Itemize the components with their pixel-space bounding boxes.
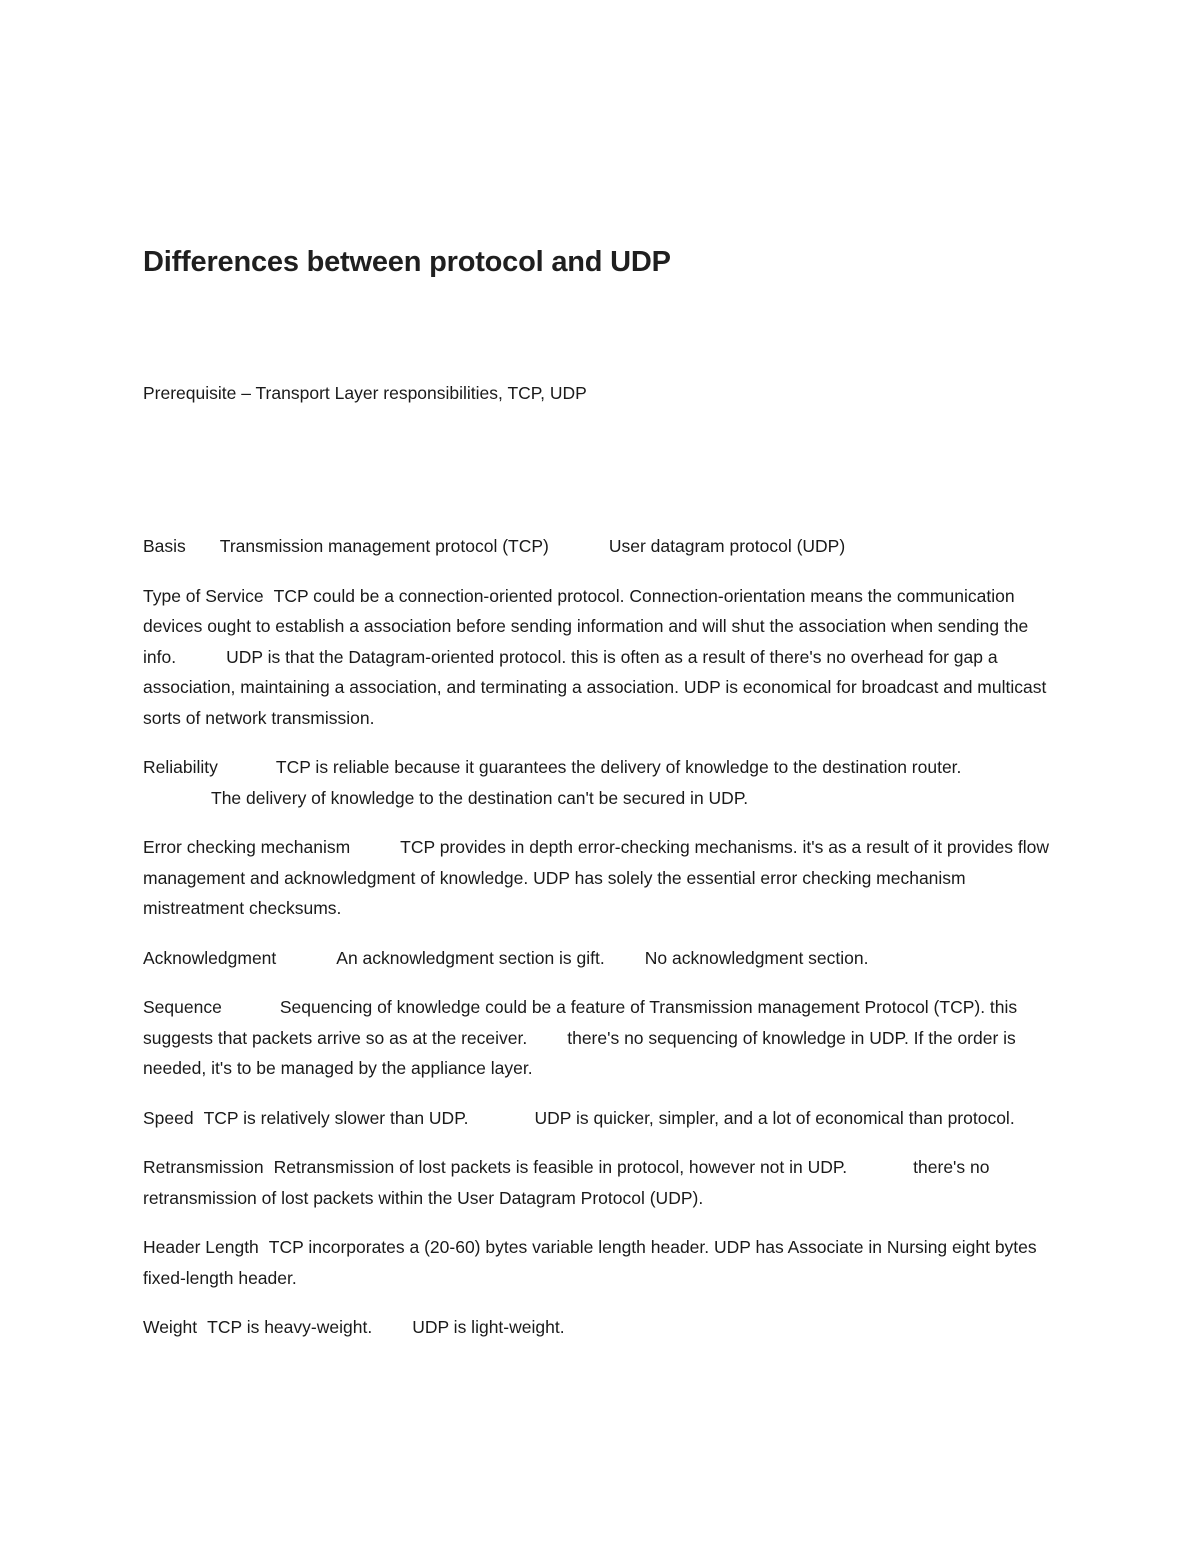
row-reliability [143,752,1063,813]
row-udp-text: UDP is that the Datagram-oriented protocol. this is often as a result of there's no overhead for gap a association, maintaining a association, and terminating a association. UDP is economical for broadcast and multicast sorts of network transmission. [143,646,1052,728]
row-tcp-text: Transmission management protocol (TCP) [219,536,549,556]
row-type-of-service [143,581,1063,734]
row-label: Speed [143,1107,194,1128]
row-udp-text: User datagram protocol (UDP) [608,536,846,556]
row-acknowledgment [143,943,1063,974]
row-tcp-text: TCP incorporates a (20-60) bytes variable length header. [268,1237,710,1257]
row-error-checking [143,832,1063,924]
row-tcp-text: TCP provides in depth error-checking mechanisms. it's as a result of it provides flow management and acknowledgment of knowledge. [143,837,1054,888]
comparison-rows [143,531,1063,1362]
row-udp-text: there's no retransmission of lost packets within the User Datagram Protocol (UDP). [143,1157,995,1208]
row-weight [143,1312,1063,1343]
row-udp-text: No acknowledgment section. [644,947,869,968]
row-label: Sequence [143,997,222,1017]
row-label: Header Length [143,1237,259,1257]
row-udp-text: The delivery of knowledge to the destination can't be secured in UDP. [211,787,749,808]
row-header-length [143,1232,1063,1293]
row-udp-text: UDP is light-weight. [412,1317,565,1337]
row-label: Type of Service [143,585,264,606]
prerequisite-line: Prerequisite – Transport Layer responsibilities, TCP, UDP [143,383,587,403]
row-tcp-text: TCP is relatively slower than UDP. [203,1107,469,1128]
document-title: Differences between protocol and UDP [143,246,671,278]
row-label: Reliability [143,757,218,777]
row-udp-text: UDP has solely the essential error checking mechanism mistreatment checksums. [143,867,971,918]
row-label: Basis [143,536,186,556]
row-udp-text: UDP has Associate in Nursing eight bytes fixed-length header. [143,1237,1042,1288]
row-label: Acknowledgment [143,947,277,968]
row-speed [143,1103,1063,1134]
row-label: Retransmission [143,1157,264,1177]
row-tcp-text: An acknowledgment section is gift. [336,947,605,968]
row-tcp-text: Retransmission of lost packets is feasible in protocol, however not in UDP. [273,1157,848,1177]
row-sequence [143,992,1063,1084]
row-basis [143,531,1063,562]
row-tcp-text: TCP is reliable because it guarantees the delivery of knowledge to the destination router. [275,757,962,777]
row-label: Error checking mechanism [143,837,351,857]
row-udp-text: there's no sequencing of knowledge in UDP. If the order is needed, it's to be managed by the appliance layer. [143,1027,1021,1078]
row-retransmission [143,1152,1063,1213]
row-tcp-text: Sequencing of knowledge could be a feature of Transmission management Protocol (TCP). this suggests that packets arrive so as at the receiver. [143,997,1023,1048]
row-udp-text: UDP is quicker, simpler, and a lot of economical than protocol. [534,1107,1015,1128]
row-tcp-text: TCP is heavy-weight. [207,1317,373,1337]
row-label: Weight [143,1317,198,1337]
row-tcp-text: TCP could be a connection-oriented protocol. Connection-orientation means the communication devices ought to establish a association before sending information and will shut the association when sending the info. [143,585,1034,667]
